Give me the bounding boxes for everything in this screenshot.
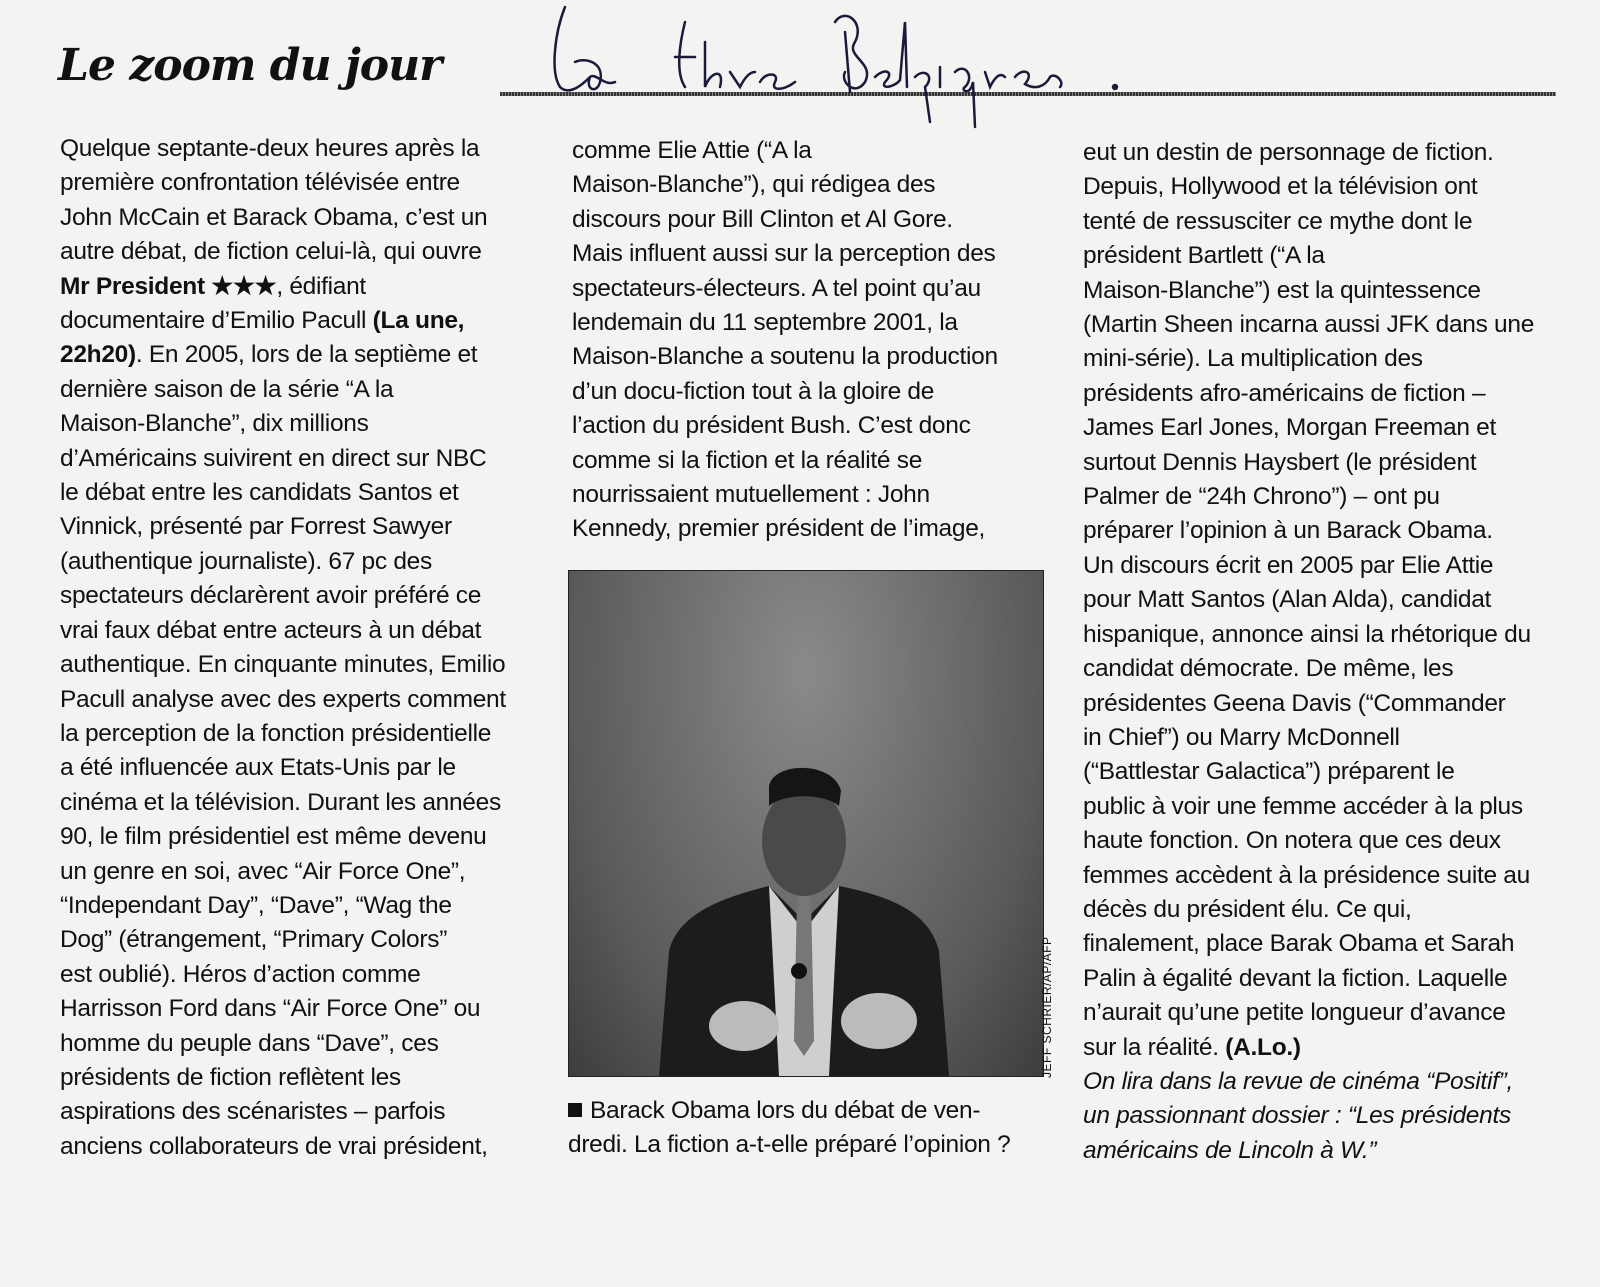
text-segment: surtout Dennis Haysbert (le président xyxy=(1083,448,1477,476)
text-line xyxy=(572,375,998,409)
text-segment: “Independant Day”, “Dave”, “Wag the xyxy=(60,891,452,919)
text-line xyxy=(60,132,506,166)
photo-credit: JEFF SCHRIER/AP/AFP xyxy=(1040,936,1054,1078)
text-segment: n’aurait qu’une petite longueur d’avance xyxy=(1083,999,1506,1027)
text-line xyxy=(1083,755,1534,789)
text-line xyxy=(572,272,998,306)
bullet-square-icon xyxy=(568,1103,582,1117)
text-line xyxy=(60,1095,506,1129)
text-line xyxy=(1083,549,1534,583)
text-line xyxy=(1083,342,1534,376)
text-line xyxy=(1083,790,1534,824)
text-segment: mini-série). La multiplication des xyxy=(1083,345,1423,373)
text-segment: président Bartlett (“A la xyxy=(1083,242,1325,270)
text-line xyxy=(60,717,506,751)
text-line xyxy=(1083,962,1534,996)
text-segment: documentaire d’Emilio Pacull xyxy=(60,307,373,335)
caption-line: dredi. La fiction a-t-elle préparé l’opinion ? xyxy=(568,1131,1011,1159)
text-line xyxy=(60,1061,506,1095)
text-segment: un genre en soi, avec “Air Force One”, xyxy=(60,857,466,885)
text-line xyxy=(60,545,506,579)
text-line xyxy=(1083,927,1534,961)
text-segment: finalement, place Barak Obama et Sarah xyxy=(1083,930,1515,958)
text-segment: , édifiant xyxy=(276,272,366,300)
text-line xyxy=(572,512,998,546)
text-line xyxy=(60,304,506,338)
text-segment: (“Battlestar Galactica”) préparent le xyxy=(1083,758,1455,786)
text-line xyxy=(60,1027,506,1061)
text-line xyxy=(60,614,506,648)
text-segment: On lira dans la revue de cinéma “Positif”, xyxy=(1083,1067,1513,1095)
photo-caption xyxy=(568,1094,1010,1163)
text-line xyxy=(572,478,998,512)
text-segment: présidents afro-américains de fiction – xyxy=(1083,379,1486,407)
text-line xyxy=(572,444,998,478)
text-segment: autre débat, de fiction celui-là, qui ouvre xyxy=(60,238,482,266)
text-segment: (authentique journaliste). 67 pc des xyxy=(60,547,432,575)
text-segment: aspirations des scénaristes – parfois xyxy=(60,1098,446,1126)
text-line xyxy=(1083,239,1534,273)
text-segment: Dog” (étrangement, “Primary Colors” xyxy=(60,926,448,954)
text-segment: d’un docu-fiction tout à la gloire de xyxy=(572,377,935,405)
text-segment: haute fonction. On notera que ces deux xyxy=(1083,827,1501,855)
text-line xyxy=(60,786,506,820)
news-photo xyxy=(568,570,1044,1077)
text-line xyxy=(1083,687,1534,721)
text-segment: l’action du président Bush. C’est donc xyxy=(572,412,971,440)
text-segment: spectateurs-électeurs. A tel point qu’au xyxy=(572,274,981,302)
text-segment: américains de Lincoln à W.” xyxy=(1083,1136,1377,1164)
text-line xyxy=(1083,1099,1534,1133)
text-segment: est oublié). Héros d’action comme xyxy=(60,960,421,988)
text-line xyxy=(1083,136,1534,170)
text-line xyxy=(60,855,506,889)
text-segment: candidat démocrate. De même, les xyxy=(1083,655,1454,683)
text-segment: Quelque septante-deux heures après la xyxy=(60,135,480,162)
text-line xyxy=(60,201,506,235)
text-segment: Mais influent aussi sur la perception des xyxy=(572,240,996,268)
text-segment: anciens collaborateurs de vrai président, xyxy=(60,1132,488,1160)
text-segment: dernière saison de la série “A la xyxy=(60,375,394,403)
text-line xyxy=(1083,893,1534,927)
text-segment: a été influencée aux Etats-Unis par le xyxy=(60,754,456,782)
text-line xyxy=(1083,274,1534,308)
text-line xyxy=(1083,824,1534,858)
text-line xyxy=(60,751,506,785)
text-line xyxy=(60,235,506,269)
text-segment: John McCain et Barack Obama, c’est un xyxy=(60,203,488,231)
text-line xyxy=(60,923,506,957)
text-segment: Depuis, Hollywood et la télévision ont xyxy=(1083,173,1478,201)
text-line xyxy=(60,958,506,992)
text-segment: Pacull analyse avec des experts comment xyxy=(60,685,506,713)
text-segment: homme du peuple dans “Dave”, ces xyxy=(60,1029,439,1057)
text-line xyxy=(60,889,506,923)
text-line xyxy=(1083,996,1534,1030)
text-line xyxy=(1083,583,1534,617)
text-segment: première confrontation télévisée entre xyxy=(60,169,460,197)
text-line xyxy=(1083,205,1534,239)
text-segment: comme si la fiction et la réalité se xyxy=(572,446,923,474)
text-segment: Kennedy, premier président de l’image, xyxy=(572,515,986,543)
text-segment: lendemain du 11 septembre 2001, la xyxy=(572,309,958,337)
text-segment: . En 2005, lors de la septième et xyxy=(135,341,478,369)
section-title: Le zoom du jour xyxy=(58,40,442,91)
article-column-2 xyxy=(572,134,998,547)
text-segment: Maison-Blanche”, dix millions xyxy=(60,410,369,438)
text-segment: présidents de fiction reflètent les xyxy=(60,1063,401,1091)
text-line xyxy=(60,270,506,304)
text-line xyxy=(1083,377,1534,411)
text-segment: Maison-Blanche”), qui rédigea des xyxy=(572,171,936,199)
text-segment: présidentes Geena Davis (“Commander xyxy=(1083,689,1506,717)
text-segment: Un discours écrit en 2005 par Elie Attie xyxy=(1083,551,1494,579)
text-line xyxy=(1083,308,1534,342)
text-line xyxy=(572,168,998,202)
text-line xyxy=(1083,652,1534,686)
text-segment: Harrisson Ford dans “Air Force One” ou xyxy=(60,995,481,1023)
text-line xyxy=(1083,514,1534,548)
text-segment: eut un destin de personnage de fiction. xyxy=(1083,139,1494,166)
text-line xyxy=(1083,1031,1534,1065)
text-segment: femmes accèdent à la présidence suite au xyxy=(1083,861,1530,889)
text-line xyxy=(60,510,506,544)
text-line xyxy=(60,407,506,441)
text-segment: nourrissaient mutuellement : John xyxy=(572,481,930,509)
bold-text: (La une, xyxy=(372,307,465,335)
text-segment: Maison-Blanche”) est la quintessence xyxy=(1083,276,1481,304)
bold-text: Mr President ★★★ xyxy=(60,272,277,300)
text-segment: (Martin Sheen incarna aussi JFK dans une xyxy=(1083,311,1535,339)
text-segment: Maison-Blanche a soutenu la production xyxy=(572,343,998,371)
text-line xyxy=(60,820,506,854)
text-line xyxy=(572,340,998,374)
text-segment: in Chief”) ou Marry McDonnell xyxy=(1083,723,1400,751)
text-segment: Vinnick, présenté par Forrest Sawyer xyxy=(60,513,452,541)
text-segment: vrai faux débat entre acteurs à un débat xyxy=(60,616,482,644)
text-segment: spectateurs déclarèrent avoir préféré ce xyxy=(60,582,482,610)
text-segment: sur la réalité. xyxy=(1083,1033,1226,1061)
text-segment: un passionnant dossier : “Les présidents xyxy=(1083,1102,1511,1130)
text-segment: public à voir une femme accéder à la plus xyxy=(1083,792,1523,820)
text-segment: le débat entre les candidats Santos et xyxy=(60,479,459,507)
text-line xyxy=(572,134,998,168)
text-line xyxy=(60,1130,506,1164)
text-line xyxy=(60,442,506,476)
speaker-silhouette xyxy=(569,571,1043,1076)
text-segment: Palin à égalité devant la fiction. Laquelle xyxy=(1083,964,1508,992)
article-column-1 xyxy=(60,132,506,1164)
text-segment: préparer l’opinion à un Barack Obama. xyxy=(1083,517,1493,545)
text-line xyxy=(60,476,506,510)
text-segment: authentique. En cinquante minutes, Emilio xyxy=(60,651,506,679)
text-segment: cinéma et la télévision. Durant les années xyxy=(60,788,501,816)
text-segment: la perception de la fonction présidentielle xyxy=(60,719,492,747)
text-line xyxy=(572,203,998,237)
text-line xyxy=(1083,721,1534,755)
text-line xyxy=(572,409,998,443)
text-segment: tenté de ressusciter ce mythe dont le xyxy=(1083,207,1473,235)
text-segment: d’Américains suivirent en direct sur NBC xyxy=(60,444,487,472)
article-column-3 xyxy=(1083,136,1534,1168)
text-segment: comme Elie Attie (“A la xyxy=(572,137,812,164)
text-line xyxy=(1083,859,1534,893)
text-segment: discours pour Bill Clinton et Al Gore. xyxy=(572,205,953,233)
bold-text: (A.Lo.) xyxy=(1225,1033,1301,1061)
text-segment: 90, le film présidentiel est même devenu xyxy=(60,823,487,851)
text-segment: James Earl Jones, Morgan Freeman et xyxy=(1083,414,1496,442)
text-line xyxy=(1083,1065,1534,1099)
text-line xyxy=(60,683,506,717)
text-segment: hispanique, annonce ainsi la rhétorique du xyxy=(1083,620,1531,648)
text-segment: Palmer de “24h Chrono”) – ont pu xyxy=(1083,483,1440,511)
text-segment: pour Matt Santos (Alan Alda), candidat xyxy=(1083,586,1492,614)
text-line xyxy=(1083,1134,1534,1168)
text-line xyxy=(1083,170,1534,204)
handwritten-signature xyxy=(545,2,1165,132)
text-line xyxy=(1083,618,1534,652)
text-line xyxy=(60,338,506,372)
text-line xyxy=(60,579,506,613)
bold-text: 22h20) xyxy=(60,341,136,369)
text-line xyxy=(1083,480,1534,514)
text-line xyxy=(1083,446,1534,480)
text-line xyxy=(572,237,998,271)
text-line xyxy=(60,648,506,682)
text-line xyxy=(1083,411,1534,445)
text-line xyxy=(60,373,506,407)
text-line xyxy=(60,166,506,200)
text-segment: décès du président élu. Ce qui, xyxy=(1083,895,1412,923)
caption-line: Barack Obama lors du débat de ven- xyxy=(590,1097,981,1124)
text-line xyxy=(60,992,506,1026)
text-line xyxy=(572,306,998,340)
